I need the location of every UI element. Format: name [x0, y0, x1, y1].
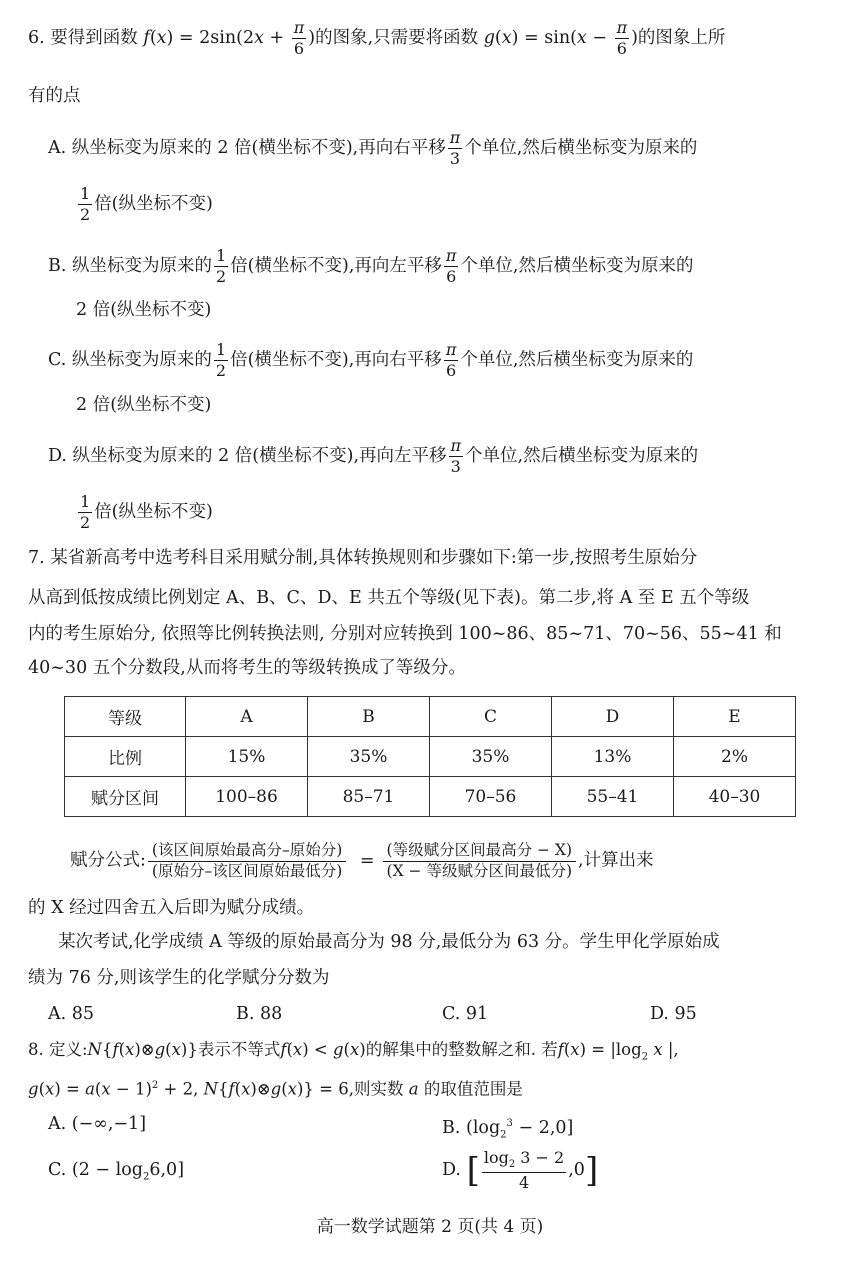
- formula-right-frac: [383, 843, 576, 879]
- table-header-cell: 等级: [65, 697, 186, 737]
- q8-text: )} = 6,则实数: [296, 1079, 409, 1099]
- q6-text: )的图象上所: [631, 28, 726, 48]
- option-frac: [214, 342, 228, 379]
- q8-text: {: [218, 1079, 229, 1099]
- q8-text: )的解集中的整数解之和. 若: [359, 1040, 558, 1059]
- grade-table: [64, 696, 796, 817]
- q8-var: g: [28, 1079, 39, 1099]
- frac-num: 1: [215, 340, 227, 359]
- option-text: 倍(纵坐标不变): [94, 194, 213, 214]
- q8-var: f: [228, 1079, 235, 1099]
- frac-den: 3: [450, 457, 461, 476]
- table-cell: C: [430, 697, 552, 737]
- q7-paragraph-line5: 的 X 经过四舍五入后即为赋分成绩。: [28, 898, 315, 918]
- frac-den: (X − 等级赋分区间最低分): [386, 861, 572, 880]
- q8-text: )⊗: [134, 1040, 155, 1059]
- option-text: 个单位,然后横坐标变为原来的: [460, 256, 694, 276]
- formula-left-frac: [148, 843, 346, 879]
- q6-option-d-line1: [48, 438, 698, 475]
- q6-text: ) = sin(: [511, 28, 577, 48]
- table-row-ratios: [65, 737, 796, 777]
- q6-stem-line1: [28, 20, 725, 57]
- page-footer: 高一数学试题第 2 页(共 4 页): [316, 1217, 544, 1237]
- frac-num: (该区间原始最高分–原始分): [148, 843, 346, 862]
- frac-den: 6: [293, 39, 305, 58]
- table-cell: 100–86: [186, 777, 308, 817]
- q8-var: a: [408, 1079, 419, 1099]
- q8-text: |,: [662, 1040, 679, 1059]
- q6-x: x: [254, 28, 264, 48]
- q8-text: − 1): [110, 1079, 152, 1099]
- q6-option-d-line2: [76, 494, 213, 531]
- q8-subscript: 2: [641, 1051, 649, 1063]
- formula-label: 赋分公式:: [70, 850, 146, 871]
- table-cell: B: [308, 697, 430, 737]
- q8-subscript: 2: [508, 1159, 516, 1171]
- q6-text: (: [494, 28, 502, 48]
- q6-option-c-line2: 2 倍(纵坐标不变): [76, 395, 212, 415]
- q8-var: f: [557, 1040, 564, 1059]
- frac-num-text: log: [483, 1148, 509, 1167]
- frac-num: π: [616, 18, 628, 37]
- frac-num: π: [450, 436, 462, 455]
- q6-stem-line2: 有的点: [28, 86, 81, 106]
- q6-text: )的图象,只需要将函数: [308, 28, 484, 48]
- q8-var: g: [270, 1079, 282, 1099]
- frac-den: 2: [216, 267, 227, 286]
- q6-text: ) = 2sin(2: [166, 28, 255, 48]
- frac-num: 1: [216, 246, 227, 265]
- q7-paragraph-line7: 绩为 76 分,则该学生的化学赋分分数为: [28, 968, 330, 988]
- frac-den: 4: [518, 1173, 530, 1193]
- option-frac: [448, 130, 463, 167]
- option-frac: [214, 248, 228, 285]
- table-header-cell: 比例: [65, 737, 186, 777]
- q7-choice-a: A. 85: [48, 1004, 95, 1024]
- q8-var: g: [154, 1040, 166, 1059]
- option-text: D. 纵坐标变为原来的 2 倍(横坐标不变),再向左平移: [48, 446, 447, 466]
- q8-option-b: [442, 1112, 573, 1147]
- q7-paragraph-line6: 某次考试,化学成绩 A 等级的原始最高分为 98 分,最低分为 63 分。学生甲化学原始成: [58, 932, 720, 952]
- q8-option-d: [442, 1150, 598, 1191]
- q8-var: N: [87, 1040, 102, 1059]
- frac-num: π: [449, 128, 461, 147]
- frac-num: π: [293, 18, 305, 37]
- formula-equals: =: [359, 850, 375, 871]
- table-cell: 40–30: [674, 777, 796, 817]
- q8-text: {: [101, 1040, 113, 1059]
- option-text: 个单位,然后横坐标变为原来的: [464, 138, 698, 158]
- table-row-grades: [65, 697, 796, 737]
- q7-paragraph-line2: 从高到低按成绩比例划定 A、B、C、D、E 共五个等级(见下表)。第二步,将 A 至 E 五个等级: [28, 588, 750, 608]
- q6-option-a-line1: [48, 130, 697, 167]
- q8-subscript: 2: [142, 1171, 150, 1183]
- q6-option-b-line2: 2 倍(纵坐标不变): [76, 300, 212, 320]
- q8-option-c: [48, 1158, 184, 1190]
- table-cell: 13%: [552, 737, 674, 777]
- option-text: B. 纵坐标变为原来的: [48, 256, 212, 276]
- option-text: A. 纵坐标变为原来的 2 倍(横坐标不变),再向右平移: [48, 138, 446, 158]
- table-cell: 2%: [674, 737, 796, 777]
- q8-var: f: [112, 1040, 119, 1059]
- table-cell: 55–41: [552, 777, 674, 817]
- q8-text: 8. 定义:: [28, 1040, 88, 1059]
- q8-text: (: [234, 1079, 242, 1099]
- option-text: C. 纵坐标变为原来的: [48, 350, 212, 370]
- q8-text: (: [281, 1079, 288, 1099]
- frac-num-text: 3 − 2: [515, 1148, 565, 1167]
- q8-text: (: [563, 1040, 571, 1059]
- q8-var: x: [171, 1040, 181, 1059]
- q8-text: )⊗: [250, 1079, 271, 1099]
- q7-choice-d: D. 95: [650, 1004, 697, 1024]
- frac-den: 6: [445, 361, 457, 380]
- q8-var: g: [332, 1040, 344, 1059]
- option-text: − 2,0]: [512, 1117, 574, 1138]
- q8-var: x: [349, 1040, 360, 1059]
- q6-option-b-line1: [48, 248, 693, 285]
- table-cell: 85–71: [308, 777, 430, 817]
- frac-den: 2: [80, 513, 91, 532]
- option-text: 个单位,然后横坐标变为原来的: [460, 350, 694, 370]
- q8-var: x: [570, 1040, 580, 1059]
- frac-num: 1: [80, 492, 91, 511]
- table-cell: 35%: [430, 737, 552, 777]
- option-text: ,0: [568, 1160, 585, 1181]
- table-row-intervals: [65, 777, 796, 817]
- q8-text: (: [343, 1040, 350, 1059]
- table-cell: 70–56: [430, 777, 552, 817]
- frac-den: (原始分–该区间原始最低分): [151, 861, 343, 880]
- table-cell: 15%: [186, 737, 308, 777]
- q6-option-a-line2: [76, 186, 213, 223]
- frac-num: (等级赋分区间最高分 − X): [383, 843, 576, 862]
- frac-den: 2: [215, 361, 227, 380]
- q8-stem-line1: [28, 1038, 679, 1069]
- table-cell: E: [674, 697, 796, 737]
- q8-superscript: 3: [506, 1118, 513, 1129]
- q8-var: x: [101, 1079, 111, 1099]
- q8-var: x: [287, 1079, 297, 1099]
- q7-paragraph-line1: 7. 某省新高考中选考科目采用赋分制,具体转换规则和步骤如下:第一步,按照考生原始分: [28, 548, 698, 568]
- option-text: 6,0]: [149, 1160, 185, 1180]
- frac-den: 3: [449, 149, 461, 168]
- option-frac: [444, 342, 459, 379]
- table-cell: 35%: [308, 737, 430, 777]
- frac-num: [482, 1150, 566, 1173]
- q8-var: f: [280, 1040, 287, 1059]
- q8-var: x: [125, 1040, 135, 1059]
- table-header-cell: 赋分区间: [65, 777, 186, 817]
- q8-text: )}表示不等式: [180, 1040, 281, 1059]
- q8-text: ) <: [302, 1040, 333, 1059]
- q8-option-a: A. (−∞,−1]: [48, 1114, 147, 1134]
- q8-superscript: 2: [151, 1080, 159, 1091]
- q7-choice-c: C. 91: [442, 1004, 489, 1024]
- q6-text: −: [586, 28, 613, 48]
- q8-var: x: [292, 1040, 303, 1059]
- q6-text: 6. 要得到函数: [28, 28, 144, 48]
- q6-frac-pi6-b: [615, 20, 630, 57]
- q6-text: (: [149, 28, 157, 48]
- option-text: 倍(横坐标不变),再向右平移: [230, 350, 442, 370]
- frac-den: 2: [80, 205, 91, 224]
- q7-paragraph-line3: 内的考生原始分, 依照等比例转换法则, 分别对应转换到 100~86、85~71、70~56、55~41 和: [28, 624, 782, 644]
- table-cell: D: [552, 697, 674, 737]
- q6-text: +: [263, 28, 290, 48]
- option-text: B. (log: [442, 1117, 501, 1138]
- q6-option-c-line1: [48, 342, 693, 379]
- q6-g: g: [483, 28, 495, 48]
- q8-text: (: [286, 1040, 293, 1059]
- q8-text: ) =: [54, 1079, 86, 1099]
- option-text: 倍(纵坐标不变): [94, 502, 213, 522]
- q8-text: ) = |log: [579, 1040, 642, 1059]
- q6-x: x: [156, 28, 167, 48]
- bracket-left: [: [466, 1150, 480, 1191]
- option-text: D.: [442, 1160, 461, 1181]
- option-frac: [78, 494, 92, 531]
- q8-var: x: [241, 1079, 251, 1099]
- option-text: 倍(横坐标不变),再向左平移: [230, 256, 442, 276]
- frac-den: 6: [616, 39, 627, 58]
- q8-var: N: [203, 1079, 219, 1099]
- q6-x: x: [501, 28, 512, 48]
- q7-formula: [70, 843, 654, 879]
- frac-num: π: [445, 340, 457, 359]
- q8-text: (: [94, 1079, 102, 1099]
- q8-text: (: [38, 1079, 45, 1099]
- q8-var: x: [653, 1040, 663, 1059]
- q8-stem-line2: [28, 1074, 523, 1102]
- q8-subscript: 2: [500, 1129, 507, 1141]
- table-cell: A: [186, 697, 308, 737]
- option-frac: [444, 248, 459, 285]
- option-frac: [78, 186, 92, 223]
- q8-var: x: [45, 1079, 55, 1099]
- option-text: 个单位,然后横坐标变为原来的: [465, 446, 699, 466]
- formula-tail: ,计算出来: [578, 850, 654, 871]
- option-frac: [482, 1150, 566, 1191]
- option-frac: [449, 438, 464, 475]
- q7-paragraph-line4: 40~30 五个分数段,从而将考生的等级转换成了等级分。: [28, 658, 466, 678]
- q8-text: 的取值范围是: [418, 1079, 523, 1099]
- q6-frac-pi6: [292, 20, 307, 57]
- q8-var: a: [85, 1079, 95, 1099]
- bracket-right: ]: [584, 1150, 599, 1191]
- frac-num: π: [445, 246, 457, 265]
- q8-text: + 2,: [158, 1079, 204, 1099]
- q8-text: (: [165, 1040, 172, 1059]
- frac-num: 1: [80, 184, 91, 203]
- q7-choice-b: B. 88: [236, 1004, 283, 1024]
- q6-f: f: [143, 28, 150, 48]
- q6-x: x: [576, 28, 587, 48]
- option-text: C. (2 − log: [48, 1160, 143, 1180]
- frac-den: 6: [446, 267, 457, 286]
- q8-text: (: [118, 1040, 126, 1059]
